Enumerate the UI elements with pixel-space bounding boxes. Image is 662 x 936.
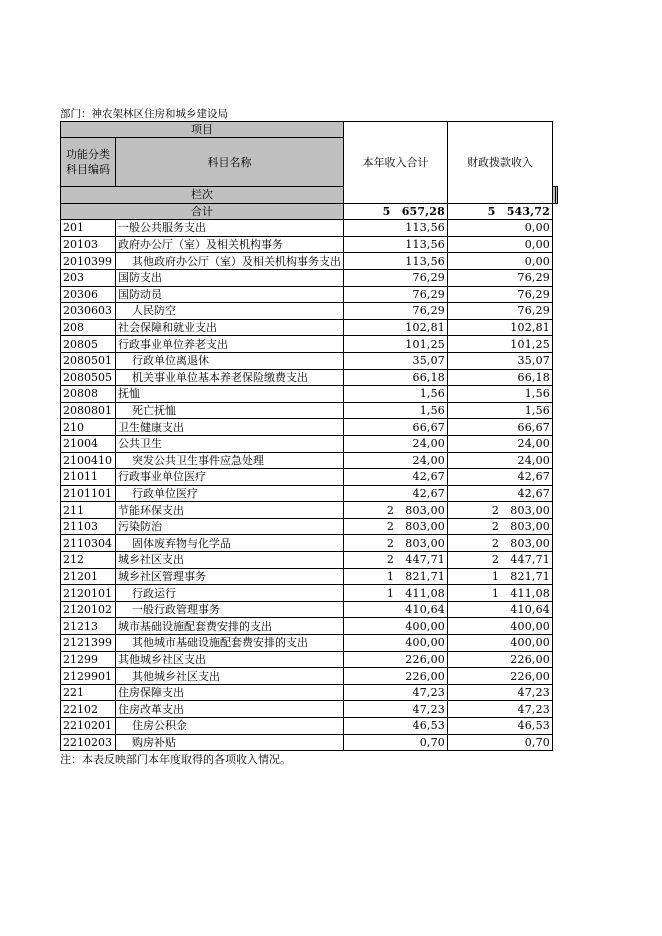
item-header: 项目 <box>61 122 344 138</box>
row-fiscal-income: 47,23 <box>448 684 553 701</box>
row-fiscal-income: 76,29 <box>448 269 553 286</box>
row-code: 2030603 <box>61 303 116 320</box>
row-name: 行政运行 <box>116 585 344 602</box>
row-total-income: 76,29 <box>344 269 448 286</box>
row-total-income: 42,67 <box>344 469 448 486</box>
table-row <box>61 568 558 585</box>
row-name: 一般公共服务支出 <box>116 220 344 237</box>
row-name: 突发公共卫生事件应急处理 <box>116 452 344 469</box>
row-fiscal-income: 24,00 <box>448 435 553 452</box>
table-row <box>61 618 558 635</box>
table-row <box>61 502 558 519</box>
row-code: 20808 <box>61 386 116 403</box>
row-name: 其他政府办公厅（室）及相关机构事务支出 <box>116 253 344 270</box>
row-fiscal-income: 0,00 <box>448 236 553 253</box>
row-code: 2080801 <box>61 402 116 419</box>
row-total-income: 46,53 <box>344 718 448 735</box>
row-fiscal-income: 2 803,00 <box>448 518 553 535</box>
row-code: 2080505 <box>61 369 116 386</box>
table-row <box>61 651 558 668</box>
row-fiscal-income: 400,00 <box>448 618 553 635</box>
row-name: 行政事业单位养老支出 <box>116 336 344 353</box>
row-fiscal-income: 0,70 <box>448 734 553 751</box>
row-name: 购房补贴 <box>116 734 344 751</box>
row-code: 2110304 <box>61 535 116 552</box>
income-table <box>60 121 558 751</box>
row-total-income: 400,00 <box>344 618 448 635</box>
row-fiscal-income: 2 803,00 <box>448 502 553 519</box>
row-name: 机关事业单位基本养老保险缴费支出 <box>116 369 344 386</box>
sum-label: 合计 <box>61 203 344 220</box>
row-name: 国防动员 <box>116 286 344 303</box>
row-total-income: 2 447,71 <box>344 552 448 569</box>
row-code: 203 <box>61 269 116 286</box>
row-total-income: 113,56 <box>344 253 448 270</box>
row-total-income: 2 803,00 <box>344 535 448 552</box>
row-code: 2080501 <box>61 352 116 369</box>
row-name: 污染防治 <box>116 518 344 535</box>
row-name: 住房公积金 <box>116 718 344 735</box>
table-row <box>61 386 558 403</box>
row-fiscal-income: 1 411,08 <box>448 585 553 602</box>
row-total-income: 35,07 <box>344 352 448 369</box>
table-row <box>61 220 558 237</box>
row-code: 20103 <box>61 236 116 253</box>
row-code: 21201 <box>61 568 116 585</box>
row-total-income: 226,00 <box>344 651 448 668</box>
row-fiscal-income: 66,67 <box>448 419 553 436</box>
row-total-income: 410,64 <box>344 601 448 618</box>
row-name: 住房保障支出 <box>116 684 344 701</box>
row-total-income: 1 821,71 <box>344 568 448 585</box>
row-fiscal-income: 47,23 <box>448 701 553 718</box>
table-row <box>61 469 558 486</box>
row-code: 21299 <box>61 651 116 668</box>
row-total-income: 102,81 <box>344 319 448 336</box>
table-row <box>61 435 558 452</box>
row-code: 210 <box>61 419 116 436</box>
row-code: 2100410 <box>61 452 116 469</box>
row-total-income: 76,29 <box>344 286 448 303</box>
row-fiscal-income: 1,56 <box>448 402 553 419</box>
name-header: 科目名称 <box>116 138 344 187</box>
row-fiscal-income: 35,07 <box>448 352 553 369</box>
table-row <box>61 718 558 735</box>
row-code: 221 <box>61 684 116 701</box>
row-code: 21011 <box>61 469 116 486</box>
table-row <box>61 352 558 369</box>
row-code: 21004 <box>61 435 116 452</box>
row-fiscal-income: 0,00 <box>448 220 553 237</box>
row-total-income: 400,00 <box>344 635 448 652</box>
row-fiscal-income: 42,67 <box>448 469 553 486</box>
row-fiscal-income: 1,56 <box>448 386 553 403</box>
row-total-income: 1,56 <box>344 386 448 403</box>
row-total-income: 47,23 <box>344 701 448 718</box>
row-total-income: 24,00 <box>344 452 448 469</box>
sum-row <box>61 203 558 220</box>
row-total-income: 101,25 <box>344 336 448 353</box>
table-row <box>61 419 558 436</box>
table-row <box>61 253 558 270</box>
row-name: 政府办公厅（室）及相关机构事务 <box>116 236 344 253</box>
row-code: 211 <box>61 502 116 519</box>
row-fiscal-income: 102,81 <box>448 319 553 336</box>
row-code: 22102 <box>61 701 116 718</box>
row-code: 208 <box>61 319 116 336</box>
code-header <box>61 138 116 187</box>
row-code: 201 <box>61 220 116 237</box>
table-row <box>61 319 558 336</box>
table-row <box>61 369 558 386</box>
row-total-income: 66,18 <box>344 369 448 386</box>
row-name: 国防支出 <box>116 269 344 286</box>
table-row <box>61 452 558 469</box>
table-row <box>61 701 558 718</box>
row-name: 死亡抚恤 <box>116 402 344 419</box>
row-fiscal-income: 76,29 <box>448 303 553 320</box>
row-fiscal-income: 0,00 <box>448 253 553 270</box>
table-row <box>61 402 558 419</box>
row-total-income: 113,56 <box>344 236 448 253</box>
row-fiscal-income: 400,00 <box>448 635 553 652</box>
row-fiscal-income: 76,29 <box>448 286 553 303</box>
table-row <box>61 668 558 685</box>
row-name: 一般行政管理事务 <box>116 601 344 618</box>
table-row <box>61 518 558 535</box>
row-name: 固体废弃物与化学品 <box>116 535 344 552</box>
row-total-income: 47,23 <box>344 684 448 701</box>
row-total-income: 24,00 <box>344 435 448 452</box>
row-total-income: 1 411,08 <box>344 585 448 602</box>
total-income-header: 本年收入合计 <box>344 122 448 204</box>
row-fiscal-income: 1 821,71 <box>448 568 553 585</box>
row-code: 2210201 <box>61 718 116 735</box>
sum-fiscal: 5 543,72 <box>448 203 553 220</box>
column-number-2 <box>555 187 558 204</box>
row-name: 行政单位医疗 <box>116 485 344 502</box>
row-fiscal-income: 46,53 <box>448 718 553 735</box>
row-name: 行政单位离退休 <box>116 352 344 369</box>
table-row <box>61 303 558 320</box>
row-code: 21213 <box>61 618 116 635</box>
row-name: 住房改革支出 <box>116 701 344 718</box>
row-fiscal-income: 410,64 <box>448 601 553 618</box>
table-row <box>61 485 558 502</box>
row-code: 2010399 <box>61 253 116 270</box>
row-code: 21103 <box>61 518 116 535</box>
row-name: 人民防空 <box>116 303 344 320</box>
table-row <box>61 336 558 353</box>
row-total-income: 76,29 <box>344 303 448 320</box>
row-code: 212 <box>61 552 116 569</box>
row-fiscal-income: 42,67 <box>448 485 553 502</box>
row-code: 2121399 <box>61 635 116 652</box>
row-name: 公共卫生 <box>116 435 344 452</box>
row-name: 其他城乡社区支出 <box>116 668 344 685</box>
row-total-income: 42,67 <box>344 485 448 502</box>
table-row <box>61 635 558 652</box>
row-code: 2210203 <box>61 734 116 751</box>
row-fiscal-income: 66,18 <box>448 369 553 386</box>
row-fiscal-income: 24,00 <box>448 452 553 469</box>
row-fiscal-income: 2 447,71 <box>448 552 553 569</box>
row-name: 节能环保支出 <box>116 502 344 519</box>
row-name: 卫生健康支出 <box>116 419 344 436</box>
row-name: 行政事业单位医疗 <box>116 469 344 486</box>
row-total-income: 0,70 <box>344 734 448 751</box>
header-row-item <box>61 122 558 138</box>
row-name: 社会保障和就业支出 <box>116 319 344 336</box>
row-total-income: 2 803,00 <box>344 518 448 535</box>
row-fiscal-income: 226,00 <box>448 668 553 685</box>
row-fiscal-income: 101,25 <box>448 336 553 353</box>
sum-total: 5 657,28 <box>344 203 448 220</box>
row-total-income: 2 803,00 <box>344 502 448 519</box>
code-header-line1: 功能分类 <box>66 148 110 161</box>
row-fiscal-income: 226,00 <box>448 651 553 668</box>
row-name: 城乡社区管理事务 <box>116 568 344 585</box>
row-name: 城市基础设施配套费安排的支出 <box>116 618 344 635</box>
row-code: 20805 <box>61 336 116 353</box>
row-name: 其他城市基础设施配套费安排的支出 <box>116 635 344 652</box>
row-code: 2129901 <box>61 668 116 685</box>
row-total-income: 113,56 <box>344 220 448 237</box>
table-row <box>61 286 558 303</box>
row-total-income: 66,67 <box>344 419 448 436</box>
department-label: 部门：神农架林区住房和城乡建设局 <box>60 108 228 120</box>
table-row <box>61 601 558 618</box>
table-row <box>61 734 558 751</box>
row-code: 20306 <box>61 286 116 303</box>
code-header-line2: 科目编码 <box>66 163 110 176</box>
table-row <box>61 236 558 253</box>
table-row <box>61 269 558 286</box>
row-name: 抚恤 <box>116 386 344 403</box>
row-fiscal-income: 2 803,00 <box>448 535 553 552</box>
row-total-income: 1,56 <box>344 402 448 419</box>
table-row <box>61 684 558 701</box>
row-total-income: 226,00 <box>344 668 448 685</box>
row-name: 其他城乡社区支出 <box>116 651 344 668</box>
row-name: 城乡社区支出 <box>116 552 344 569</box>
row-code: 2120101 <box>61 585 116 602</box>
fiscal-income-header: 财政拨款收入 <box>448 122 553 204</box>
row-code: 2101101 <box>61 485 116 502</box>
table-row <box>61 552 558 569</box>
footnote: 注：本表反映部门本年度取得的各项收入情况。 <box>60 753 291 766</box>
table-row <box>61 535 558 552</box>
row-code: 2120102 <box>61 601 116 618</box>
table-row <box>61 585 558 602</box>
column-label: 栏次 <box>61 187 344 204</box>
